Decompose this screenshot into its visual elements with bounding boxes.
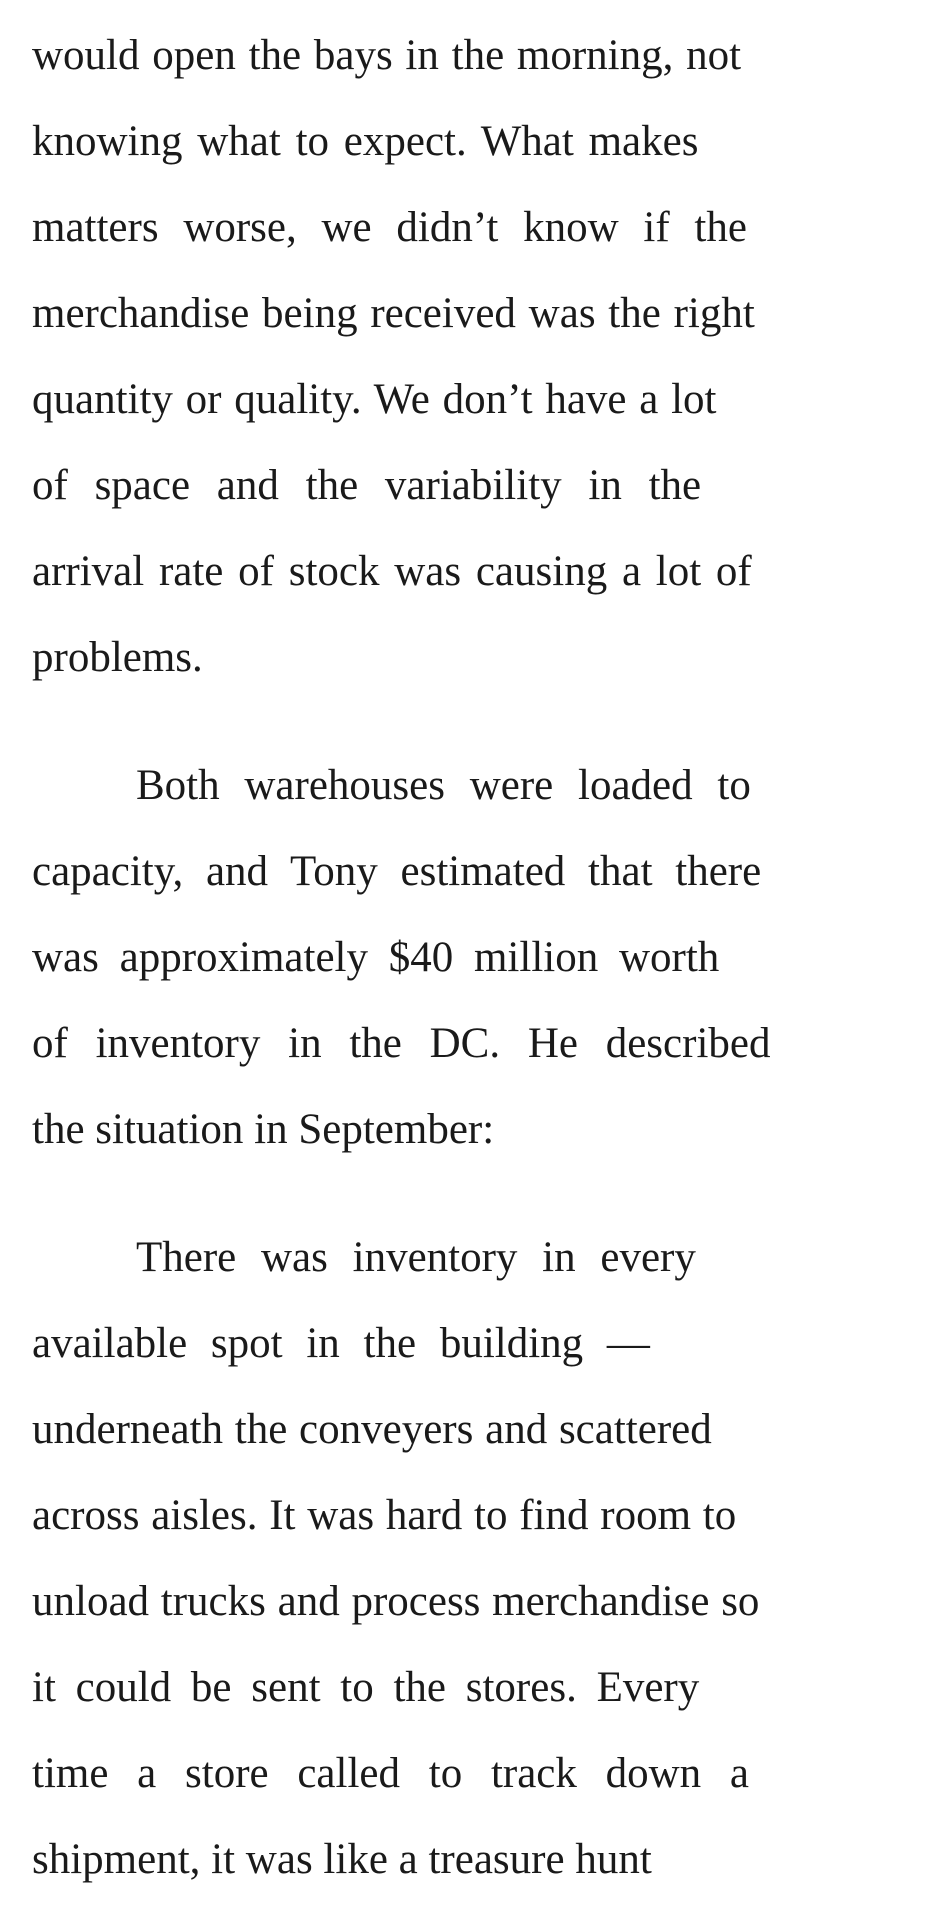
text-line: Both warehouses were loaded to: [136, 762, 751, 809]
text-line: of inventory in the DC. He described: [32, 1020, 771, 1067]
text-line: time a store called to track down a: [32, 1750, 750, 1797]
text-line: arrival rate of stock was causing a lot of: [32, 548, 752, 595]
text-line: matters worse, we didn’t know if the: [32, 204, 747, 251]
text-line: was approximately $40 million worth: [32, 934, 720, 981]
text-line: available spot in the building —: [32, 1320, 650, 1367]
text-line: underneath the conveyers and scattered: [32, 1406, 712, 1453]
text-line: knowing what to expect. What makes: [32, 118, 699, 165]
text-line: unload trucks and process merchandise so: [32, 1578, 760, 1625]
text-line: There was inventory in every: [136, 1234, 696, 1281]
text-line: quantity or quality. We don’t have a lot: [32, 376, 717, 423]
text-line: would open the bays in the morning, not: [32, 32, 742, 79]
text-line: of space and the variability in the: [32, 462, 702, 509]
text-line: capacity, and Tony estimated that there: [32, 848, 762, 895]
text-line: the situation in September:: [32, 1106, 495, 1153]
text-line: problems.: [32, 634, 203, 681]
text-line: shipment, it was like a treasure hunt: [32, 1836, 652, 1883]
text-line: it could be sent to the stores. Every: [32, 1664, 700, 1711]
text-line: across aisles. It was hard to find room to: [32, 1492, 737, 1539]
text-line: merchandise being received was the right: [32, 290, 755, 337]
